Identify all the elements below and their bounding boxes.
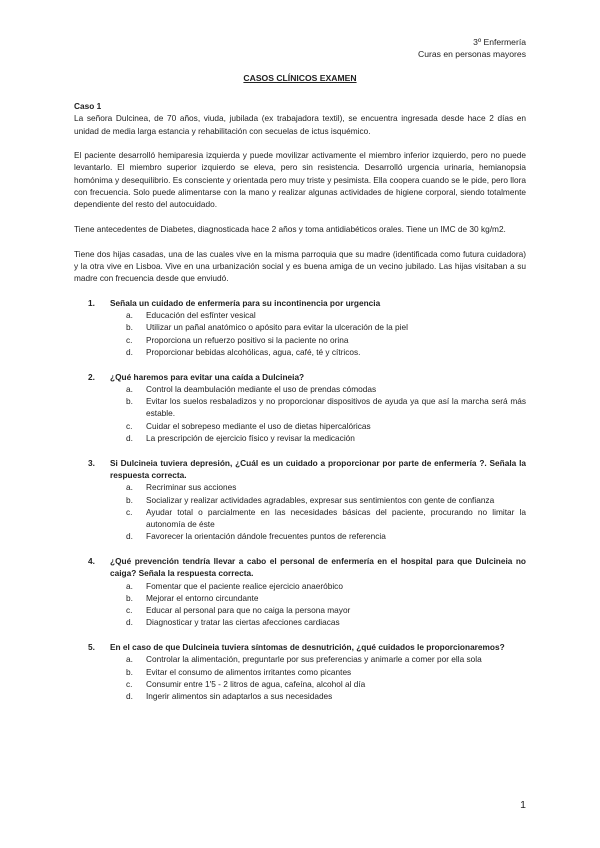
option-c bbox=[74, 506, 526, 531]
option-letter: b. bbox=[126, 322, 133, 333]
option-text: Ingerir alimentos sin adaptarlos a sus necesidades bbox=[146, 691, 333, 702]
option-text: Proporcionar bebidas alcohólicas, agua, café, té y cítricos. bbox=[146, 346, 361, 357]
option-text: Consumir entre 1'5 - 2 litros de agua, cafeína, alcohol al día bbox=[146, 678, 366, 689]
option-letter: b. bbox=[126, 666, 133, 677]
document-title: CASOS CLÍNICOS EXAMEN bbox=[243, 73, 357, 83]
option-text: Utilizar un pañal anatómico o apósito para evitar la ulceración de la piel bbox=[146, 322, 408, 333]
option-text: La prescripción de ejercicio físico y revisar la medicación bbox=[146, 433, 355, 444]
option-b bbox=[74, 321, 526, 333]
option-d bbox=[74, 432, 526, 444]
option-c bbox=[74, 678, 526, 690]
option-text: Ayudar total o parcialmente en las necesidades básicas del paciente, procurando no limitar la autonomía de éste bbox=[146, 506, 526, 530]
option-a bbox=[74, 481, 526, 493]
case-title: Caso 1 bbox=[74, 101, 102, 111]
option-text: Controlar la alimentación, preguntarle por sus preferencias y animarle a comer por ella sola bbox=[146, 654, 482, 665]
option-letter: d. bbox=[126, 691, 133, 702]
option-letter: d. bbox=[126, 346, 133, 357]
question-text: ¿Qué prevención tendría llevar a cabo el personal de enfermería en el hospital para que Dulcineia no caiga? Señala la respuesta correcta. bbox=[110, 555, 526, 579]
option-letter: b. bbox=[126, 494, 133, 505]
option-letter: c. bbox=[126, 678, 133, 689]
option-text: Mejorar el entorno circundante bbox=[146, 592, 259, 603]
question-number: 2. bbox=[88, 371, 95, 382]
option-letter: a. bbox=[126, 580, 133, 591]
option-letter: b. bbox=[126, 396, 133, 407]
option-b bbox=[74, 395, 526, 420]
option-text: Proporciona un refuerzo positivo si la paciente no orina bbox=[146, 334, 349, 345]
option-text: Favorecer la orientación dándole frecuentes puntos de referencia bbox=[146, 531, 386, 542]
option-a bbox=[74, 383, 526, 395]
option-c bbox=[74, 334, 526, 346]
option-a bbox=[74, 580, 526, 592]
option-c bbox=[74, 420, 526, 432]
question-3-options bbox=[74, 481, 526, 542]
option-d bbox=[74, 346, 526, 358]
question-2-options bbox=[74, 383, 526, 444]
case-paragraph: El paciente desarrolló hemiparesia izquierda y puede movilizar activamente el miembro inferior izquierdo, pero no puede levantarlo. El miembro superior izquierdo se eleva, pero sin resistencia. Desarrolló urgencia urinaria, hemianopsia homónima y desequilibrio. Es consciente y orientada pero muy triste y pesimista. Ella coopera cuando se le pide, pero llora con frecuencia. Solo puede alimentarse con la mano y realizar algunas actividades de higiene corporal, siendo totalmente dependiente del resto del autocuidado. bbox=[74, 150, 526, 210]
question-number: 4. bbox=[88, 555, 95, 566]
question-3 bbox=[74, 457, 526, 482]
option-a bbox=[74, 309, 526, 321]
question-number: 1. bbox=[88, 297, 95, 308]
case-paragraph: Tiene antecedentes de Diabetes, diagnosticada hace 2 años y toma antidiabéticos orales. Tiene un IMC de 30 kg/m2. bbox=[74, 223, 506, 234]
option-letter: a. bbox=[126, 383, 133, 394]
option-b bbox=[74, 592, 526, 604]
question-1-options bbox=[74, 309, 526, 358]
option-letter: a. bbox=[126, 482, 133, 493]
option-letter: a. bbox=[126, 310, 133, 321]
option-letter: b. bbox=[126, 592, 133, 603]
question-text: Señala un cuidado de enfermería para su incontinencia por urgencia bbox=[110, 297, 381, 308]
question-text: ¿Qué haremos para evitar una caída a Dulcineia? bbox=[110, 371, 305, 382]
question-4 bbox=[74, 555, 526, 580]
option-a bbox=[74, 653, 526, 665]
question-4-options bbox=[74, 580, 526, 629]
option-letter: d. bbox=[126, 617, 133, 628]
question-5 bbox=[74, 641, 526, 653]
option-letter: c. bbox=[126, 334, 133, 345]
question-5-options bbox=[74, 653, 526, 702]
option-text: Evitar los suelos resbaladizos y no proporcionar dispositivos de ayuda ya que así la marcha será más estable. bbox=[146, 396, 526, 419]
page-number: 1 bbox=[520, 799, 526, 811]
question-1 bbox=[74, 297, 526, 309]
option-letter: c. bbox=[126, 605, 133, 616]
case-paragraph: La señora Dulcinea, de 70 años, viuda, jubilada (ex trabajadora textil), se encuentra ingresada desde hace 2 días en unidad de media larga estancia y rehabilitación con secuelas de ictus isquémico. bbox=[74, 113, 526, 136]
option-d bbox=[74, 616, 526, 628]
header-course: 3º Enfermería bbox=[473, 37, 526, 47]
question-text: En el caso de que Dulcineia tuviera síntomas de desnutrición, ¿qué cuidados le proporcionaremos? bbox=[110, 642, 505, 653]
option-text: Recriminar sus acciones bbox=[146, 482, 237, 493]
header-subject: Curas en personas mayores bbox=[418, 49, 526, 59]
option-text: Evitar el consumo de alimentos irritantes como picantes bbox=[146, 666, 352, 677]
option-letter: c. bbox=[126, 506, 133, 517]
question-text: Si Dulcineia tuviera depresión, ¿Cuál es un cuidado a proporcionar por parte de enfermería ?. Señala la respuesta correcta. bbox=[110, 457, 526, 480]
option-text: Cuidar el sobrepeso mediante el uso de dietas hipercalóricas bbox=[146, 420, 371, 431]
option-letter: a. bbox=[126, 654, 133, 665]
question-number: 5. bbox=[88, 642, 95, 653]
option-letter: c. bbox=[126, 420, 133, 431]
document-body bbox=[74, 100, 526, 715]
option-text: Socializar y realizar actividades agradables, expresar sus sentimientos con gente de confianza bbox=[146, 494, 495, 505]
option-letter: d. bbox=[126, 531, 133, 542]
page-header bbox=[418, 36, 526, 60]
option-c bbox=[74, 604, 526, 616]
option-text: Diagnosticar y tratar las ciertas afecciones cardiacas bbox=[146, 617, 340, 628]
option-text: Educar al personal para que no caiga la persona mayor bbox=[146, 605, 351, 616]
option-b bbox=[74, 494, 526, 506]
question-number: 3. bbox=[88, 457, 95, 468]
option-d bbox=[74, 690, 526, 702]
option-text: Educación del esfínter vesical bbox=[146, 310, 256, 321]
option-text: Fomentar que el paciente realice ejercicio anaeróbico bbox=[146, 580, 343, 591]
case-paragraph: Tiene dos hijas casadas, una de las cuales vive en la misma parroquia que su madre (identificada como futura cuidadora) y la otra vive en Lisboa. Vive en una urbanización social y es buena amiga de un vecino jubilado. Las hijas visitaban a su madre con frecuencia desde que enviudó. bbox=[74, 248, 526, 284]
option-d bbox=[74, 530, 526, 542]
question-2 bbox=[74, 371, 526, 383]
option-letter: d. bbox=[126, 433, 133, 444]
option-b bbox=[74, 666, 526, 678]
option-text: Control la deambulación mediante el uso de prendas cómodas bbox=[146, 383, 377, 394]
